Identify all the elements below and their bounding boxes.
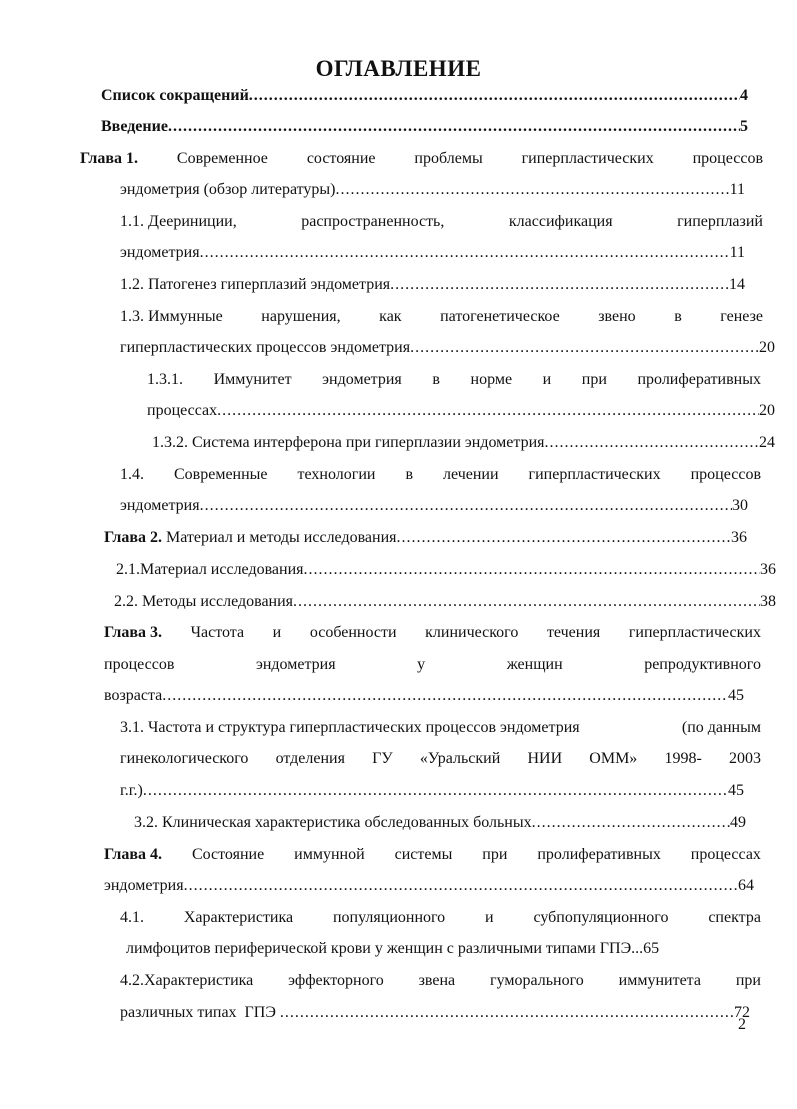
title-word: звено — [598, 308, 636, 325]
toc-entry-chapter-2[interactable] — [104, 528, 747, 548]
title-word: состояние — [306, 150, 376, 167]
toc-entry-page: 72 — [734, 1004, 750, 1021]
title-word: процессов — [104, 656, 175, 673]
toc-entry-page: 14 — [729, 276, 745, 293]
title-word: при — [735, 972, 761, 989]
title-word: 1.3. Иммунные — [120, 308, 223, 325]
title-word: ГУ — [372, 750, 393, 767]
toc-entry-4-1-cont — [126, 939, 659, 959]
title-word: НИИ — [527, 750, 563, 767]
toc-entry-page: 20 — [759, 402, 775, 419]
chapter-prefix: Глава 4. — [104, 846, 162, 863]
toc-entry-chapter-3-line2 — [104, 655, 761, 675]
toc-entry-4-2-cont — [120, 1003, 750, 1023]
leader-dots — [304, 560, 760, 580]
toc-entry-label: Материал и методы исследования — [162, 529, 397, 546]
toc-entry-introduction[interactable] — [101, 117, 748, 137]
toc-entry-chapter-1-cont — [120, 180, 745, 200]
toc-entry-abbreviations[interactable] — [101, 86, 748, 106]
toc-entry-label: гиперпластических процессов эндометрия — [120, 339, 411, 356]
toc-entry-2-2[interactable] — [114, 592, 776, 612]
toc-entry-label: 1.2. Патогенез гиперплазий эндометрия — [120, 276, 391, 293]
title-word: в — [405, 466, 413, 483]
toc-entry-page: 4 — [740, 87, 748, 104]
toc-entry-page: 38 — [760, 593, 776, 610]
toc-entry-label: процессах — [147, 402, 218, 419]
title-word: 1.1. Деериниции, — [120, 213, 237, 230]
title-word: Характеристика — [183, 909, 294, 926]
toc-entry-4-1[interactable] — [120, 908, 761, 928]
toc-entry-3-1-cont — [120, 781, 744, 801]
title-word: нарушения, — [261, 308, 341, 325]
title-word: гиперпластических — [628, 624, 761, 641]
title-word: в — [674, 308, 682, 325]
toc-entry-page: 45 — [728, 687, 744, 704]
title-word: 4.2.Характеристика — [120, 972, 254, 989]
title-word: иммунной — [294, 846, 365, 863]
toc-entry-label: Список сокращений — [101, 87, 249, 104]
title-word: гиперпластических — [528, 466, 661, 483]
chapter-prefix: Глава 2. — [104, 529, 162, 546]
title-word: клинического — [425, 624, 519, 641]
title-word: 1.3.1. — [147, 371, 183, 388]
toc-entry-1-3-cont — [120, 338, 775, 358]
title-words: 3.1. Частота и структура гиперпластических процессов эндометрия — [120, 719, 580, 736]
toc-entry-3-1-line2 — [120, 749, 761, 769]
title-word: и — [542, 371, 552, 388]
leader-dots — [162, 686, 728, 706]
leader-dots — [397, 528, 731, 548]
title-word: при — [482, 846, 508, 863]
title-word: женщин — [506, 656, 563, 673]
toc-entry-1-1[interactable] — [120, 212, 763, 232]
toc-entry-page: 11 — [729, 244, 745, 261]
toc-entry-chapter-1[interactable] — [80, 149, 763, 169]
leader-dots — [545, 433, 759, 453]
toc-entry-1-4-cont — [120, 496, 748, 516]
title-word: пролиферативных — [537, 846, 661, 863]
leader-dots — [249, 86, 740, 106]
title-word: особенности — [309, 624, 397, 641]
toc-entry-page: 49 — [730, 814, 746, 831]
title-word: эндометрия — [322, 371, 402, 388]
title-word: 1998- — [664, 750, 702, 767]
title-word: пролиферативных — [637, 371, 761, 388]
leader-dots — [390, 275, 729, 295]
toc-entry-1-3[interactable] — [120, 307, 763, 327]
title-word: генезе — [720, 308, 763, 325]
toc-entry-4-2[interactable] — [120, 971, 761, 991]
title-word: и — [485, 909, 494, 926]
title-word: у — [417, 656, 426, 673]
title-word: системы — [394, 846, 453, 863]
title-word: Состояние — [191, 846, 265, 863]
toc-entry-label: эндометрия — [120, 244, 200, 261]
title-word: течения — [546, 624, 601, 641]
toc-entry-1-3-2[interactable] — [152, 433, 775, 453]
toc-entry-label: эндометрия (обзор литературы) — [120, 181, 336, 198]
leader-dots — [280, 1003, 734, 1023]
title-word: Иммунитет — [213, 371, 292, 388]
page-title: ОГЛАВЛЕНИЕ — [315, 56, 482, 81]
title-word: гиперплазий — [677, 213, 763, 230]
toc-entry-label: 2.2. Методы исследования — [114, 593, 294, 610]
title-word: проблемы — [414, 150, 483, 167]
title-word: Современное — [176, 150, 268, 167]
title-word: процессов — [692, 150, 763, 167]
leader-dots — [143, 781, 728, 801]
toc-entry-3-2[interactable] — [134, 813, 746, 833]
toc-entry-chapter-4[interactable] — [104, 845, 761, 865]
title-word: эндометрия — [255, 656, 336, 673]
title-word: иммунитета — [618, 972, 701, 989]
title-word: процессах — [690, 846, 761, 863]
title-word: как — [379, 308, 402, 325]
toc-entry-label: г.г.) — [120, 782, 143, 799]
title-word: 4.1. — [120, 909, 144, 926]
toc-entry-label: эндометрия — [104, 877, 184, 894]
leader-dots — [200, 496, 732, 516]
title-word: эффекторного — [288, 972, 384, 989]
title-word: субпопуляционного — [533, 909, 669, 926]
toc-entry-page: 30 — [732, 497, 748, 514]
title-word: патогенетическое — [440, 308, 560, 325]
toc-entry-label: лимфоцитов периферической крови у женщин с различными типами ГПЭ...65 — [126, 940, 660, 957]
title-word: и — [272, 624, 282, 641]
toc-entry-page: 36 — [760, 561, 776, 578]
title-word: репродуктивного — [644, 656, 761, 673]
title-word: Современные — [174, 466, 268, 483]
toc-entry-1-4[interactable] — [120, 465, 761, 485]
leader-dots — [410, 338, 759, 358]
title-word: отделения — [275, 750, 345, 767]
title-word: ОММ» — [589, 750, 638, 767]
toc-entry-label: эндометрия — [120, 497, 200, 514]
chapter-prefix: Глава 1. — [80, 150, 138, 167]
title-word: гинекологического — [120, 750, 249, 767]
leader-dots — [335, 180, 729, 200]
toc-entry-chapter-3-cont — [104, 686, 744, 706]
toc-entry-label: различных типах ГПЭ — [120, 1004, 280, 1021]
page-number: 2 — [738, 1016, 746, 1033]
toc-entry-chapter-3[interactable] — [104, 623, 761, 643]
title-word: классификация — [508, 213, 613, 230]
title-word: технологии — [297, 466, 376, 483]
toc-entry-label: Введение — [101, 118, 168, 135]
toc-entry-page: 24 — [759, 434, 775, 451]
title-word: лечении — [443, 466, 499, 483]
toc-entry-label: 3.2. Клиническая характеристика обследованных больных — [134, 814, 532, 831]
leader-dots — [184, 876, 738, 896]
chapter-prefix: Глава 3. — [104, 624, 162, 641]
toc-entry-page: 20 — [759, 339, 775, 356]
title-word: популяционного — [332, 909, 446, 926]
title-word: гуморального — [490, 972, 584, 989]
title-word: процессов — [690, 466, 761, 483]
title-word: «Уральский — [419, 750, 501, 767]
leader-dots — [200, 243, 730, 263]
title-word: Частота — [190, 624, 245, 641]
toc-entry-chapter-4-cont — [104, 876, 754, 896]
toc-entry-1-2[interactable] — [120, 275, 745, 295]
leader-dots — [217, 401, 759, 421]
toc-entry-page: 45 — [728, 782, 744, 799]
toc-entry-page: 11 — [729, 181, 745, 198]
title-word: спектра — [708, 909, 761, 926]
toc-entry-label: 2.1.Материал исследования — [116, 561, 304, 578]
toc-entry-label: 1.3.2. Система интерферона при гиперплазии эндометрия — [152, 434, 545, 451]
leader-dots — [168, 117, 740, 137]
toc-entry-1-3-1-cont — [147, 401, 775, 421]
leader-dots — [293, 592, 760, 612]
title-word: в — [432, 371, 440, 388]
toc-entry-2-1[interactable] — [116, 560, 776, 580]
title-word: при — [581, 371, 607, 388]
title-word: 1.4. — [120, 466, 144, 483]
toc-entry-1-1-cont — [120, 243, 745, 263]
toc-entry-1-3-1[interactable] — [147, 370, 761, 390]
title-word: норме — [470, 371, 513, 388]
title-word: 2003 — [728, 750, 761, 767]
leader-dots — [532, 813, 730, 833]
toc-entry-page: 36 — [731, 529, 747, 546]
title-word: гиперпластических — [521, 150, 654, 167]
title-word: звена — [418, 972, 456, 989]
toc-entry-page: 64 — [738, 877, 754, 894]
title-word: распространенность, — [301, 213, 445, 230]
toc-entry-label: возраста — [104, 687, 163, 704]
title-word: (по данным — [681, 719, 761, 736]
toc-entry-3-1[interactable] — [120, 718, 761, 738]
toc-entry-page: 5 — [740, 118, 748, 135]
